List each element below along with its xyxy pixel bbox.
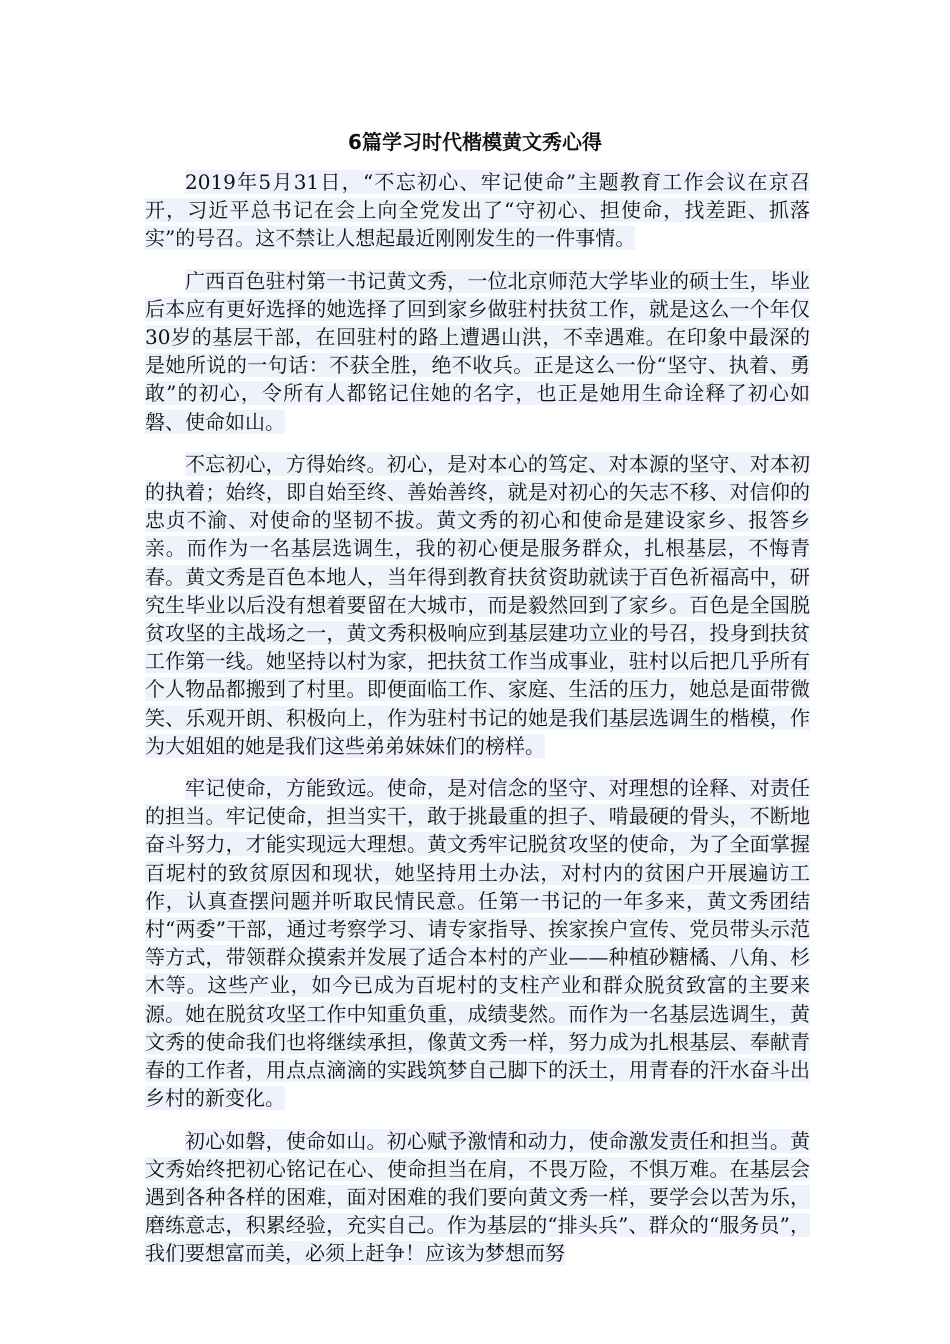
paragraph-2 — [145, 267, 810, 436]
paragraph-text: 初心如磐，使命如山。初心赋予激情和动力，使命激发责任和担当。黄文秀始终把初心铭记在心、使命担当在肩，不畏万险，不惧万难。在基层会遇到各种各样的困难，面对困难的我们要向黄文秀一样，要学会以苦为乐，磨练意志，积累经验，充实自己。作为基层的“排头兵”、群众的“服务员”，我们要想富而美，必须上赶争！应该为梦想而努 — [145, 1128, 810, 1266]
document-title: 6篇学习时代楷模黄文秀心得 — [348, 130, 602, 154]
paragraph-5 — [145, 1127, 810, 1268]
paragraph-text: 不忘初心，方得始终。初心，是对本心的笃定、对本源的坚守、对本初的执着；始终，即自始至终、善始善终，就是对初心的矢志不移、对信仰的忠贞不渝、对使命的坚韧不拔。黄文秀的初心和使命是建设家乡、报答乡亲。而作为一名基层选调生，我的初心便是服务群众，扎根基层，不悔青春。黄文秀是百色本地人，当年得到教育扶贫资助就读于百色祈福高中，研究生毕业以后没有想着要留在大城市，而是毅然回到了家乡。百色是全国脱贫攻坚的主战场之一，黄文秀积极响应到基层建功立业的号召，投身到扶贫工作第一线。她坚持以村为家，把扶贫工作当成事业，驻村以后把几乎所有个人物品都搬到了村里。即便面临工作、家庭、生活的压力，她总是面带微笑、乐观开朗、积极向上，作为驻村书记的她是我们基层选调生的楷模，作为大姐姐的她是我们这些弟弟妹妹们的榜样。 — [145, 451, 810, 758]
paragraph-3 — [145, 450, 810, 760]
paragraph-4 — [145, 774, 810, 1112]
paragraph-text: 牢记使命，方能致远。使命，是对信念的坚守、对理想的诠释、对责任的担当。牢记使命，担当实干，敢于挑最重的担子、啃最硬的骨头，不断地奋斗努力，才能实现远大理想。黄文秀牢记脱贫攻坚的使命，为了全面掌握百坭村的致贫原因和现状，她坚持用土办法，对村内的贫困户开展遍访工作，认真查摆问题并听取民情民意。任第一书记的一年多来，黄文秀团结村“两委”干部，通过考察学习、请专家指导、挨家挨户宣传、党员带头示范等方式，带领群众摸索并发展了适合本村的产业——种植砂糖橘、八角、杉木等。这些产业，如今已成为百坭村的支柱产业和群众脱贫致富的主要来源。她在脱贫攻坚工作中知重负重，成绩斐然。而作为一名基层选调生，黄文秀的使命我们也将继续承担，像黄文秀一样，努力成为扎根基层、奉献青春的工作者，用点点滴滴的实践筑梦自己脚下的沃土，用青春的汗水奋斗出乡村的新变化。 — [145, 776, 810, 1111]
paragraph-text: 广西百色驻村第一书记黄文秀，一位北京师范大学毕业的硕士生，毕业后本应有更好选择的她选择了回到家乡做驻村扶贫工作，就是这么一个年仅30岁的基层干部，在回驻村的路上遭遇山洪，不幸遇难。在印象中最深的是她所说的一句话：不获全胜，绝不收兵。正是这么一份“坚守、执着、勇敢”的初心，令所有人都铭记住她的名字，也正是她用生命诠释了初心如磐、使命如山。 — [145, 268, 810, 434]
document-body — [145, 168, 810, 1282]
paragraph-text: 2019年5月31日，“不忘初心、牢记使命”主题教育工作会议在京召开，习近平总书记在会上向全党发出了“守初心、担使命，找差距、抓落实”的号召。这不禁让人想起最近刚刚发生的一件事情。 — [145, 170, 810, 251]
paragraph-1 — [145, 168, 810, 253]
